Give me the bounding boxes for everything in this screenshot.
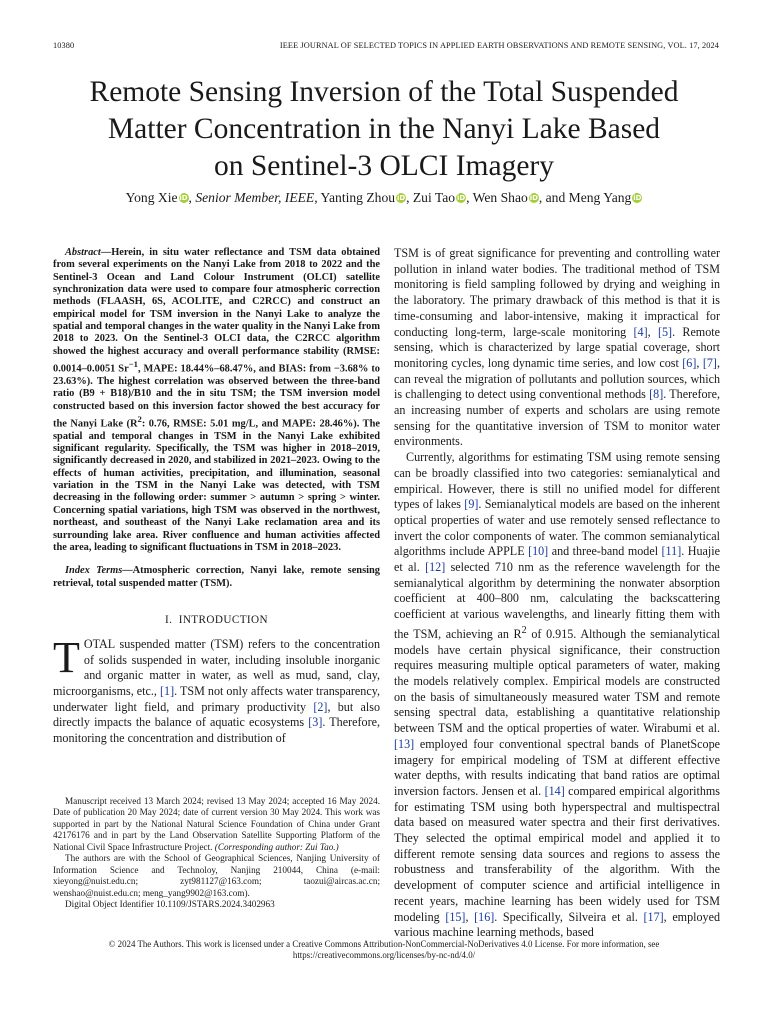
citation-link[interactable]: [12]	[425, 560, 446, 575]
journal-name: IEEE JOURNAL OF SELECTED TOPICS IN APPLIED EARTH OBSERVATIONS AND REMOTE SENSING, VOL. 17, 2024	[279, 41, 719, 50]
doi-note: Digital Object Identifier 10.1109/JSTARS.2024.3402963	[65, 899, 275, 910]
footnote	[53, 796, 380, 911]
right-column	[394, 246, 720, 941]
author-name: Wen Shao	[472, 190, 528, 205]
body-paragraph: TSM is of great significance for preventing and controlling water pollution in inland water bodies. The traditional method of TSM monitoring is field sampling followed by drying and weighing in the laboratory. The primary drawback of this method is that it is time-consuming and labor-intensive, making it impractical for conducting long-term, large-scale monitoring [4], [5]. Remote sensing, which is characterized by large spatial coverage, short monitoring cycles, long dynamic time series, and low cost [6], [7], can reveal the migration of pollutants and pollution sources, which is challenging to detect using conventional methods [8]. Therefore, an increasing number of experts and scholars are using remote sensing for the quantitative inversion of TSM to monitor water environments.	[394, 246, 720, 449]
running-head	[53, 41, 719, 53]
section-heading: I. INTRODUCTION	[164, 613, 269, 626]
title-line-1: Remote Sensing Inversion of the Total Suspended	[89, 76, 679, 108]
citation-link[interactable]: [13]	[394, 736, 415, 751]
abstract-label: Abstract	[65, 247, 101, 258]
affiliation-note: The authors are with the School of Geographical Sciences, Nanjing University of Information Science and Technoloy, Nanjing 210044, China (e-mail: xieyong@nuist.edu.cn; zyt981127@163.com; taozui@aircas.ac.cn; wenshao@nuist.edu.cn; meng_yang9902@163.com).	[53, 853, 380, 898]
citation-link[interactable]: [3]	[308, 715, 323, 730]
drop-cap: T	[53, 632, 80, 682]
index-terms-label: Index Terms	[65, 565, 123, 577]
citation-link[interactable]: [5]	[657, 324, 673, 339]
abstract: Abstract—Herein, in situ water reflectance and TSM data obtained from several experiments on the Nanyi Lake from 2018 to 2022 and the Sentinel-3 Ocean and Land Colour Instrument (OLCI) satellite synchronization data were used to compare four atmospheric correction methods (FLAASH, 6S, ACOLITE, and C2RCC) and construct an empirical model for TSM inversion in the Nanyi Lake to analyze the spatial and temporal changes in the water quality in the Nanyi Lake from 2018 to 2023. On the Sentinel-3 OLCI data, the C2RCC algorithm showed the highest accuracy and overall performance stability (RMSE: 0.0014–0.0051 $Sr^{-1}$, MAPE: 18.44%–68.47%, and BIAS: from −3.68% to 23.63%). The highest correlation was observed between the three-band ratio (B9 + B18)/B10 and the in situ TSM; the TSM inversion model constructed based on this inversion factor showed the best accuracy for the Nanyi Lake ($R^2$: 0.76, RMSE: 5.01 mg/L, and MAPE: 28.46%). The spatial and temporal changes in TSM in the Nanyi Lake exhibited significant regularity. Specifically, the TSM was higher in 2018–2019, significantly decreased in 2020, and stabilized in 2021–2023. Owing to the effects of human activities, precipitation, and illumination, seasonal variation in the TSM in the Nanyi Lake was detected, with TSM decreasing in the following order: summer > autumn > spring > winter. Concerning spatial variations, high TSM was observed in the northwest, northeast, and southeast of the Nanyi Lake reclamation area and its surrounding lake area. River confluence and human activities affected the area, leading to significant fluctuations in TSM in 2018–2023.	[53, 247, 380, 553]
citation-link[interactable]: [1]	[160, 683, 175, 698]
page-number: 10380	[53, 41, 75, 50]
title-line-3: on Sentinel-3 OLCI Imagery	[214, 150, 554, 182]
citation-link[interactable]: [14]	[544, 783, 565, 798]
paper-title	[40, 74, 728, 185]
author-name: Yong Xie	[125, 190, 178, 205]
citation-link[interactable]: [7]	[702, 355, 717, 370]
orcid-icon[interactable]: iD	[633, 194, 642, 202]
citation-link[interactable]: [4]	[633, 324, 648, 339]
citation-link[interactable]: [9]	[464, 497, 479, 512]
manuscript-note: Manuscript received 13 March 2024; revised 13 May 2024; accepted 16 May 2024. Date of publication 20 May 2024; date of current version 30 May 2024. This work was supported in part by the National Natural Science Foundation of China under Grant 42176176 and in part by the Land Observation Satellite Supporting Platform of the National Civil Space Infrastructure Project. (Corresponding author: Zui Tao.)	[53, 796, 380, 852]
license-text: © 2024 The Authors. This work is licensed under a Creative Commons Attribution-NonCommercial-NoDerivatives 4.0 License. For more information, see	[108, 939, 660, 949]
left-column	[53, 247, 380, 747]
author-list: Yong Xie iD, Senior Member, IEEE, Yanting Zhou iD, Zui Tao iD, Wen Shao iD, and Meng Yang iD	[125, 190, 642, 205]
body-paragraph: Currently, algorithms for estimating TSM using remote sensing can be broadly classified into two categories: semianalytical and empirical. However, there is still no unified model for different types of lakes [9]. Semianalytical models are based on the inherent optical properties of water and use remotely sensed reflectance to invert the color components of water. The common semianalytical algorithms include APPLE [10] and three-band model [11]. Huajie et al. [12] selected 710 nm as the reference wavelength for the semianalytical algorithm by determining the nonwater absorption coefficient at 400–800 nm, calculating the backscattering coefficient at various wavelengths, and linearly fitting them with the TSM, achieving an $R^2$ of 0.915. Although the semianalytical models have certain physical significance, their construction requires measuring multiple optical parameters of water, making the models relatively complex. Empirical models are constructed on the basis of simultaneously measured water TSM and remote sensing spectral data, establishing a quantitative relationship between TSM and the optical properties of water. Wirabumi et al. [13] employed four conventional spectral bands of PlanetScope imagery for empirical modeling of TSM at different effective water depths, with results indicating that band ratios are optimal inversion factors. Jensen et al. [14] compared empirical algorithms for estimating TSM using both hyperspectral and multispectral data based on measured water spectra and their first derivatives. They selected the optimal empirical model and applied it to different remote sensing data sources and regions to assess the robustness and transferability of the algorithm. With the development of computer science and artificial intelligence in recent years, machine learning has been widely used for TSM modeling [15], [16]. Specifically, Silveira et al. [17], employed various machine learning methods, based	[394, 450, 721, 940]
author-role: Senior Member, IEEE	[195, 190, 315, 205]
citation-link[interactable]: [2]	[313, 699, 328, 714]
author-name: Zui Tao	[412, 190, 456, 205]
citation-link[interactable]: [8]	[649, 387, 664, 402]
license-notice	[40, 939, 728, 962]
citation-link[interactable]: [16]	[474, 909, 495, 924]
license-link[interactable]: https://creativecommons.org/licenses/by-nc-nd/4.0/	[292, 950, 476, 961]
citation-link[interactable]: [17]	[643, 909, 664, 924]
citation-link[interactable]: [11]	[661, 544, 682, 559]
orcid-icon[interactable]: iD	[456, 194, 466, 202]
orcid-icon[interactable]: iD	[529, 194, 538, 202]
index-terms: Index Terms—Atmospheric correction, Nanyi lake, remote sensing retrieval, total suspended matter (TSM).	[53, 565, 380, 589]
orcid-icon[interactable]: iD	[179, 194, 188, 202]
citation-link[interactable]: [6]	[682, 355, 697, 370]
citation-link[interactable]: [15]	[445, 909, 466, 924]
author-name: Yanting Zhou	[320, 190, 396, 205]
intro-paragraph: TOTAL suspended matter (TSM) refers to the concentration of solids suspended in water, including insoluble inorganic and organic matter in water, as well as mud, sand, clay, microorganisms, etc., [1]. TSM not only affects water transparency, underwater light field, and primary productivity [2], but also directly impacts the balance of aquatic ecosystems [3]. Therefore, monitoring the concentration and distribution of	[53, 632, 380, 746]
author-name: Meng Yang	[568, 190, 632, 205]
citation-link[interactable]: [10]	[528, 544, 549, 559]
orcid-icon[interactable]: iD	[396, 194, 406, 202]
title-line-2: Matter Concentration in the Nanyi Lake Based	[107, 113, 661, 145]
